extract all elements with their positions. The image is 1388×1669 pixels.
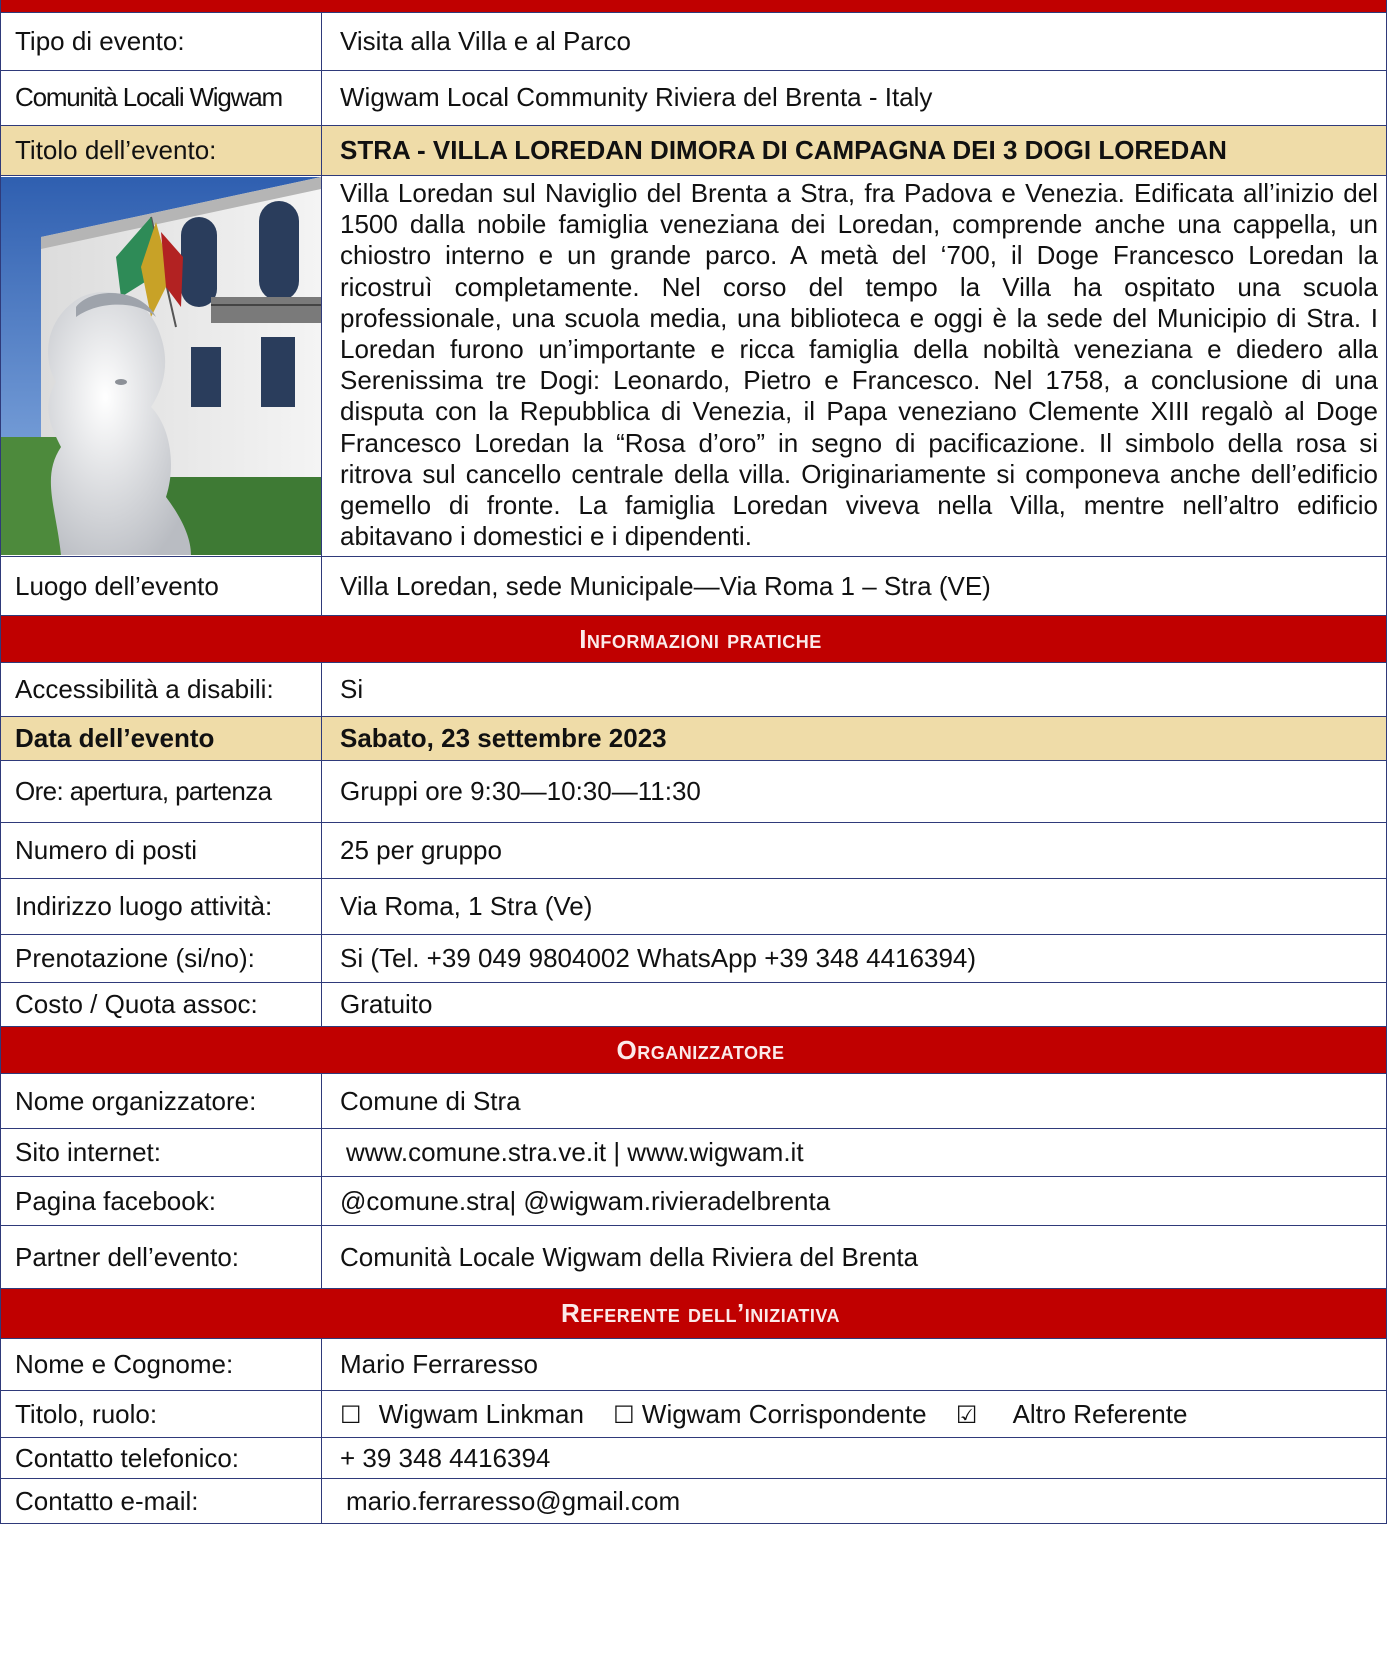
costo-value: Gratuito bbox=[322, 983, 1387, 1027]
telefono-value: + 39 348 4416394 bbox=[322, 1438, 1387, 1479]
row-email bbox=[1, 1479, 1387, 1524]
partner-label: Partner dell’evento: bbox=[1, 1226, 322, 1289]
prenotazione-value: Si (Tel. +39 049 9804002 WhatsApp +39 348 4416394) bbox=[322, 935, 1387, 983]
indirizzo-value: Via Roma, 1 Stra (Ve) bbox=[322, 879, 1387, 935]
villa-photo-cell bbox=[1, 176, 322, 557]
costo-label: Costo / Quota assoc: bbox=[1, 983, 322, 1027]
row-prenotazione bbox=[1, 935, 1387, 983]
corrispondente-checkbox[interactable]: ☐ bbox=[613, 1400, 635, 1429]
ore-value: Gruppi ore 9:30—10:30—11:30 bbox=[322, 761, 1387, 823]
row-org-nome bbox=[1, 1074, 1387, 1129]
row-posti bbox=[1, 823, 1387, 879]
tipo-value: Visita alla Villa e al Parco bbox=[322, 13, 1387, 71]
email-label: Contatto e-mail: bbox=[1, 1479, 322, 1524]
top-header-band bbox=[1, 0, 1387, 13]
corrispondente-label: Wigwam Corrispondente bbox=[641, 1398, 927, 1429]
org-nome-label: Nome organizzatore: bbox=[1, 1074, 322, 1129]
posti-label: Numero di posti bbox=[1, 823, 322, 879]
facebook-value[interactable]: @comune.stra| @wigwam.rivieradelbrenta bbox=[322, 1177, 1387, 1226]
row-ruolo bbox=[1, 1391, 1387, 1438]
altro-referente-checkbox[interactable]: ☑ bbox=[955, 1400, 978, 1429]
row-description bbox=[1, 176, 1387, 557]
info-header: Informazioni pratiche bbox=[1, 616, 1387, 663]
titolo-label: Titolo dell’evento: bbox=[1, 126, 322, 176]
referente-header: Referente dell’iniziativa bbox=[1, 1289, 1387, 1339]
sito-value[interactable]: www.comune.stra.ve.it | www.wigwam.it bbox=[322, 1129, 1387, 1177]
data-value: Sabato, 23 settembre 2023 bbox=[322, 717, 1387, 761]
sito-label: Sito internet: bbox=[1, 1129, 322, 1177]
linkman-label: Wigwam Linkman bbox=[378, 1398, 584, 1429]
ore-label: Ore: apertura, partenza bbox=[1, 761, 322, 823]
row-titolo bbox=[1, 126, 1387, 176]
ref-nome-label: Nome e Cognome: bbox=[1, 1339, 322, 1391]
luogo-label: Luogo dell’evento bbox=[1, 557, 322, 616]
accessibilita-label: Accessibilità a disabili: bbox=[1, 663, 322, 717]
row-costo bbox=[1, 983, 1387, 1027]
accessibilita-value: Si bbox=[322, 663, 1387, 717]
titolo-value: STRA - VILLA LOREDAN DIMORA DI CAMPAGNA DEI 3 DOGI LOREDAN bbox=[322, 126, 1387, 176]
organizzatore-header: Organizzatore bbox=[1, 1027, 1387, 1074]
posti-value: 25 per gruppo bbox=[322, 823, 1387, 879]
top-header-cell bbox=[1, 0, 1387, 13]
prenotazione-label: Prenotazione (si/no): bbox=[1, 935, 322, 983]
community-value: Wigwam Local Community Riviera del Brenta - Italy bbox=[322, 71, 1387, 126]
linkman-checkbox[interactable]: ☐ bbox=[340, 1400, 362, 1429]
partner-value: Comunità Locale Wigwam della Riviera del Brenta bbox=[322, 1226, 1387, 1289]
row-indirizzo bbox=[1, 879, 1387, 935]
row-telefono bbox=[1, 1438, 1387, 1479]
row-facebook bbox=[1, 1177, 1387, 1226]
row-tipo bbox=[1, 13, 1387, 71]
ruolo-options bbox=[322, 1391, 1387, 1438]
villa-statue-photo-image bbox=[1, 177, 321, 555]
community-label: Comunità Locali Wigwam bbox=[1, 71, 322, 126]
data-label: Data dell’evento bbox=[1, 717, 322, 761]
ref-nome-value: Mario Ferraresso bbox=[322, 1339, 1387, 1391]
row-accessibilita bbox=[1, 663, 1387, 717]
organizzatore-header-row bbox=[1, 1027, 1387, 1074]
row-sito bbox=[1, 1129, 1387, 1177]
row-ref-nome bbox=[1, 1339, 1387, 1391]
row-data bbox=[1, 717, 1387, 761]
row-ore bbox=[1, 761, 1387, 823]
facebook-label: Pagina facebook: bbox=[1, 1177, 322, 1226]
email-value[interactable]: mario.ferraresso@gmail.com bbox=[322, 1479, 1387, 1524]
luogo-value: Villa Loredan, sede Municipale—Via Roma 1 – Stra (VE) bbox=[322, 557, 1387, 616]
altro-referente-label: Altro Referente bbox=[1012, 1398, 1188, 1429]
event-description: Villa Loredan sul Naviglio del Brenta a Stra, fra Padova e Venezia. Edificata all’inizio del 1500 dalla nobile famiglia veneziana dei Loredan, comprende anche una cappella, un chiostro interno e un grande parco. A metà del ‘700, il Doge Francesco Loredan la ricostruì completamente. Nel corso del tempo la Villa ha ospitato una scuola professionale, una scuola media, una biblioteca e oggi è la sede del Municipio di Stra. I Loredan furono un’importante e ricca famiglia della nobiltà veneziana e diedero alla Serenissima tre Dogi: Leonardo, Pietro e Francesco. Nel 1758, a conclusione di una disputa con la Repubblica di Venezia, il Papa veneziano Clemente XIII regalò al Doge Francesco Loredan la “Rosa d’oro” in segno di pacificazione. Il simbolo della rosa si ritrova sul cancello centrale della villa. Originariamente si componeva anche dell’edificio gemello di fronte. La famiglia Loredan viveva nella Villa, mentre nell’altro edificio abitavano i domestici e i dipendenti. bbox=[322, 176, 1387, 557]
telefono-label: Contatto telefonico: bbox=[1, 1438, 322, 1479]
villa-photo bbox=[1, 177, 321, 555]
row-community bbox=[1, 71, 1387, 126]
org-nome-value: Comune di Stra bbox=[322, 1074, 1387, 1129]
ruolo-label: Titolo, ruolo: bbox=[1, 1391, 322, 1438]
row-partner bbox=[1, 1226, 1387, 1289]
referente-header-row bbox=[1, 1289, 1387, 1339]
indirizzo-label: Indirizzo luogo attività: bbox=[1, 879, 322, 935]
info-header-row bbox=[1, 616, 1387, 663]
row-luogo bbox=[1, 557, 1387, 616]
tipo-label: Tipo di evento: bbox=[1, 13, 322, 71]
